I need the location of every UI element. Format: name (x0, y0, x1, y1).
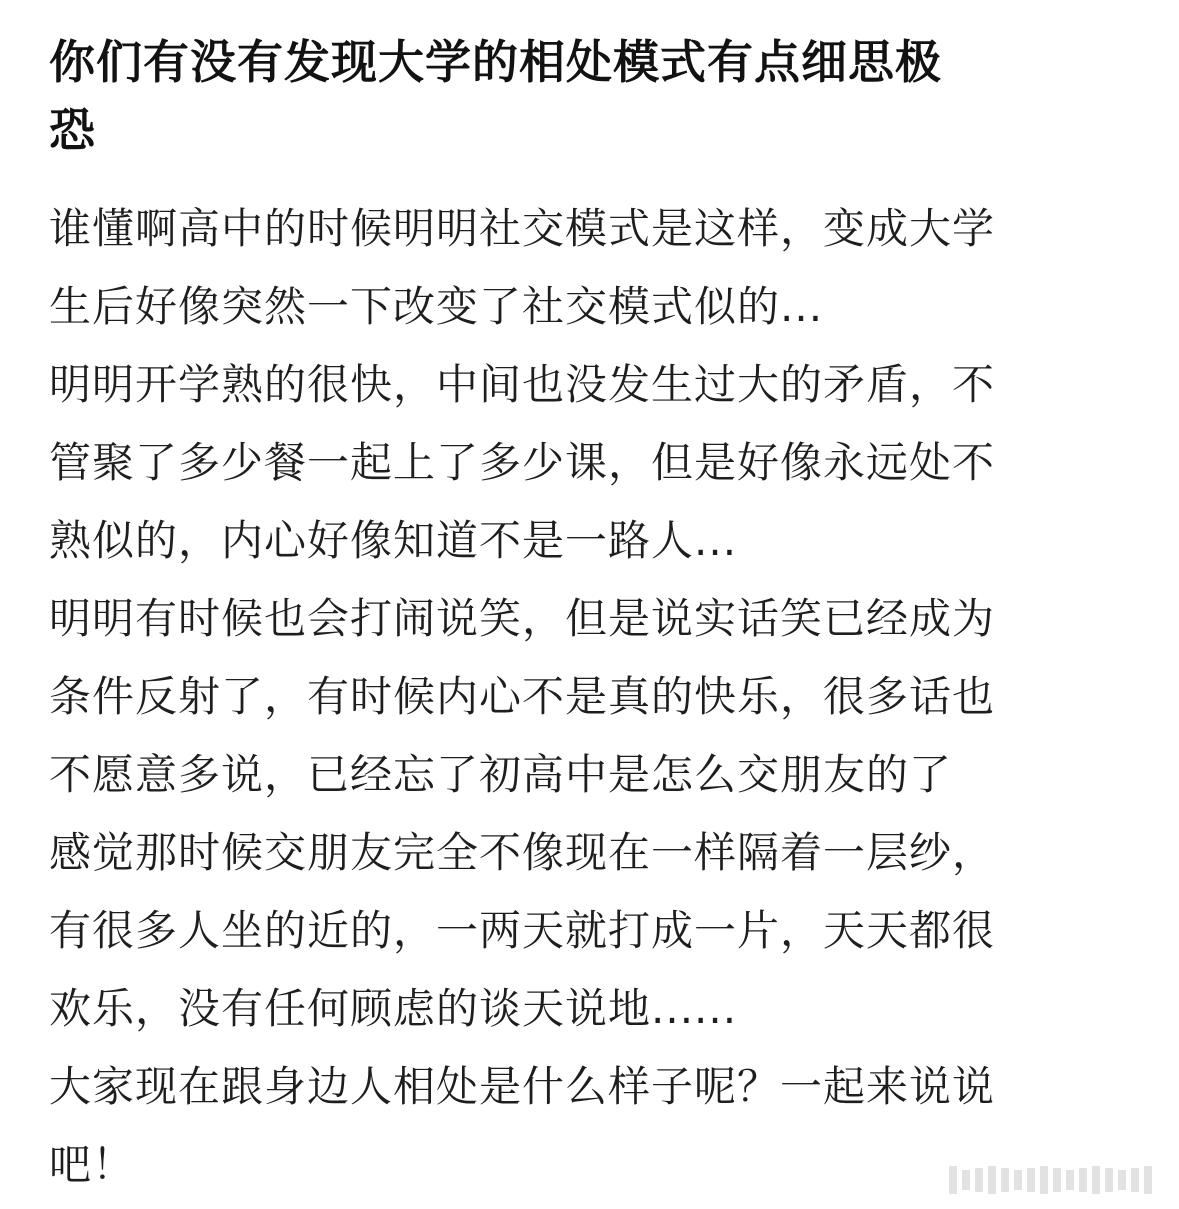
post-body-line: 明明开学熟的很快，中间也没发生过大的矛盾，不 (49, 360, 996, 409)
post-body-line: 不愿意多说，已经忘了初高中是怎么交朋友的了 (49, 750, 953, 799)
post-body-line: 生后好像突然一下改变了社交模式似的... (49, 282, 824, 331)
post-body-line: 明明有时候也会打闹说笑，但是说实话笑已经成为 (49, 594, 996, 643)
post-body-line: 大家现在跟身边人相处是什么样子呢？一起来说说 (49, 1062, 996, 1111)
post-body-line: 欢乐，没有任何顾虑的谈天说地...... (49, 984, 738, 1033)
post-body (49, 190, 1139, 1204)
post-content (49, 28, 1139, 1204)
post-title-line: 你们有没有发现大学的相处模式有点细思极 (49, 35, 942, 89)
post-title-line: 恐 (49, 103, 96, 157)
post-body-line: 谁懂啊高中的时候明明社交模式是这样，变成大学 (49, 204, 996, 253)
post-body-line: 感觉那时候交朋友完全不像现在一样隔着一层纱， (49, 828, 996, 877)
post-title (49, 28, 1139, 164)
post-body-line: 条件反射了，有时候内心不是真的快乐，很多话也 (49, 672, 996, 721)
post-body-line: 管聚了多少餐一起上了多少课，但是好像永远处不 (49, 438, 996, 487)
post-body-line: 熟似的，内心好像知道不是一路人... (49, 516, 738, 565)
post-body-line: 有很多人坐的近的，一两天就打成一片，天天都很 (49, 906, 996, 955)
watermark (949, 1165, 1171, 1195)
post-body-line: 吧！ (49, 1140, 136, 1189)
